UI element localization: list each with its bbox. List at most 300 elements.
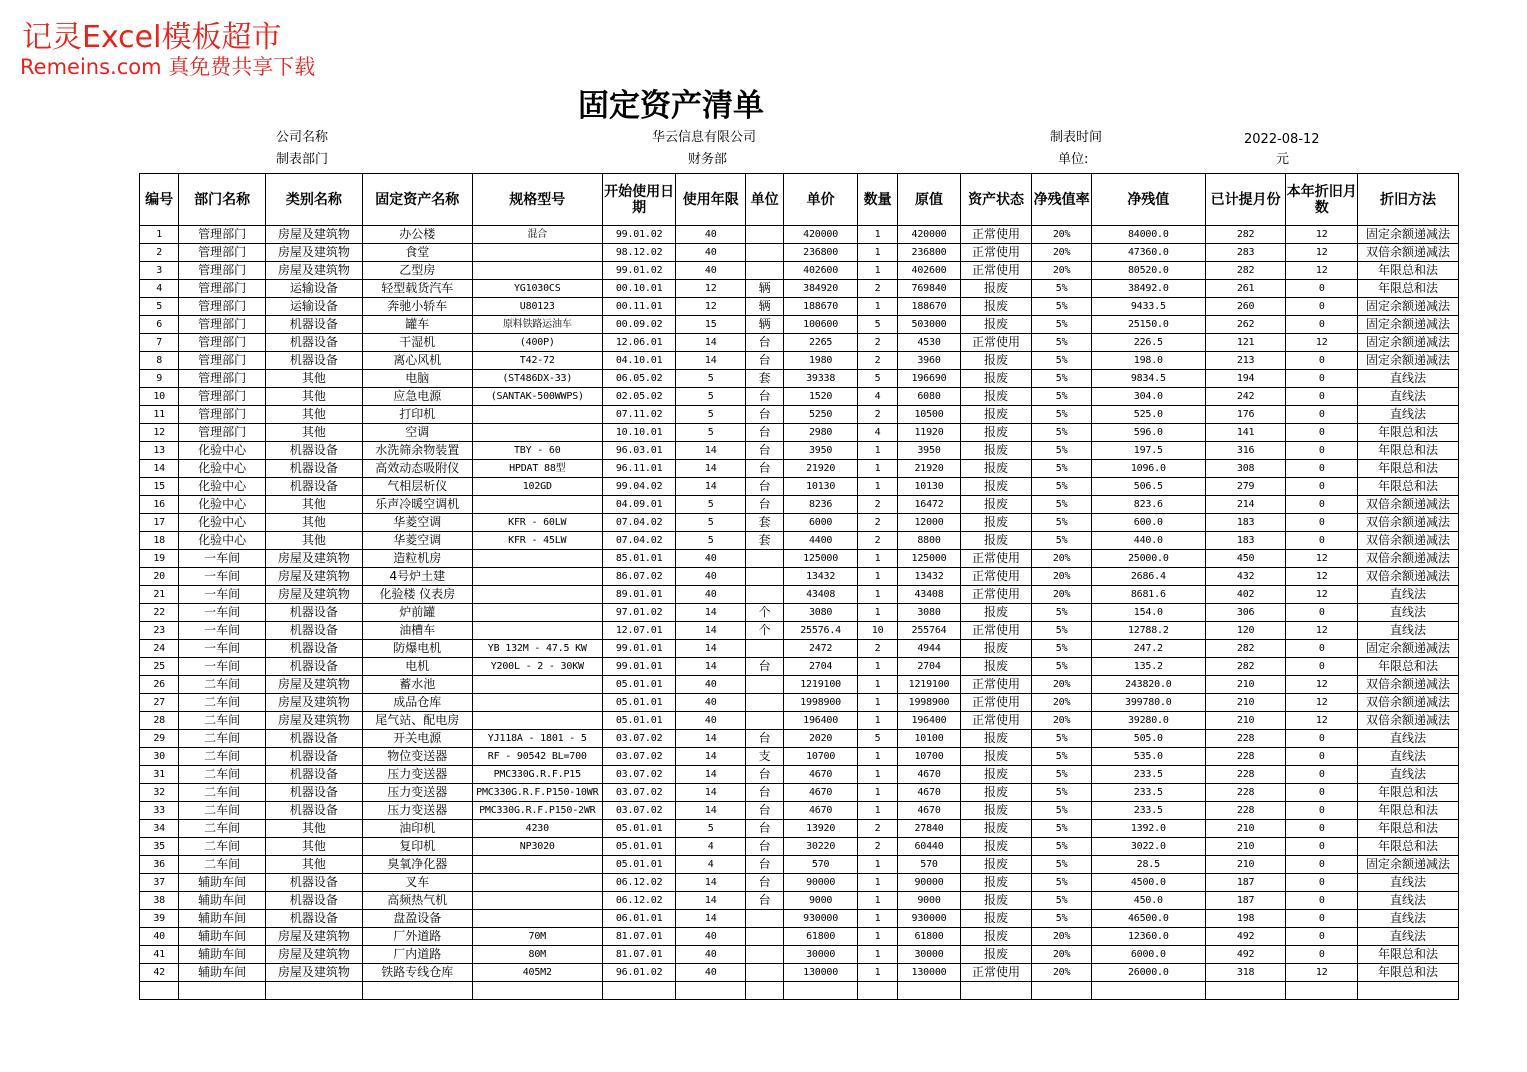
cell-unit: 个 <box>746 604 784 622</box>
cell-spec: PMC330G.R.F.P15 <box>472 766 602 784</box>
cell-unit: 台 <box>746 352 784 370</box>
cell-months-this-year: 0 <box>1286 892 1358 910</box>
cell-category: 机器设备 <box>266 892 363 910</box>
cell-id: 35 <box>140 838 179 856</box>
cell-original-value: 4670 <box>898 784 961 802</box>
cell-unit <box>746 226 784 244</box>
cell-service-years: 14 <box>676 730 746 748</box>
cell-spec <box>472 676 602 694</box>
date-label: 制表时间 <box>1050 130 1103 145</box>
cell-department: 二车间 <box>179 820 266 838</box>
cell-spec: T42-72 <box>472 352 602 370</box>
cell-department: 一车间 <box>179 658 266 676</box>
cell-asset-name: 轻型载货汽车 <box>362 280 472 298</box>
table-row <box>140 640 1459 658</box>
cell-depreciation-method: 直线法 <box>1358 388 1459 406</box>
cell-original-value <box>898 982 961 1000</box>
header-col-unit-price: 单价 <box>784 174 858 226</box>
cell-id: 19 <box>140 550 179 568</box>
cell-id: 6 <box>140 316 179 334</box>
cell-residual-value: 535.0 <box>1091 748 1205 766</box>
cell-residual-value: 80520.0 <box>1091 262 1205 280</box>
cell-quantity: 1 <box>857 802 897 820</box>
cell-spec <box>472 496 602 514</box>
cell-depreciation-method: 双倍余额递减法 <box>1358 712 1459 730</box>
cell-depreciation-method: 双倍余额递减法 <box>1358 676 1459 694</box>
cell-start-date <box>602 982 676 1000</box>
cell-id: 39 <box>140 910 179 928</box>
cell-service-years: 14 <box>676 658 746 676</box>
cell-asset-name: 食堂 <box>362 244 472 262</box>
cell-months-accrued: 194 <box>1205 370 1286 388</box>
cell-residual-value: 9834.5 <box>1091 370 1205 388</box>
table-row <box>140 388 1459 406</box>
cell-category: 机器设备 <box>266 766 363 784</box>
cell-id: 37 <box>140 874 179 892</box>
cell-quantity: 4 <box>857 424 897 442</box>
cell-unit: 台 <box>746 856 784 874</box>
cell-depreciation-method: 年限总和法 <box>1358 838 1459 856</box>
cell-months-accrued: 306 <box>1205 604 1286 622</box>
cell-depreciation-method: 直线法 <box>1358 892 1459 910</box>
cell-category: 机器设备 <box>266 604 363 622</box>
cell-unit: 台 <box>746 442 784 460</box>
cell-depreciation-method: 直线法 <box>1358 622 1459 640</box>
cell-status: 报废 <box>960 388 1032 406</box>
cell-category: 房屋及建筑物 <box>266 262 363 280</box>
cell-start-date: 06.12.02 <box>602 892 676 910</box>
cell-unit: 台 <box>746 424 784 442</box>
cell-start-date: 06.01.01 <box>602 910 676 928</box>
cell-status: 报废 <box>960 766 1032 784</box>
cell-department: 一车间 <box>179 568 266 586</box>
cell-start-date: 86.07.02 <box>602 568 676 586</box>
cell-original-value: 16472 <box>898 496 961 514</box>
cell-quantity: 1 <box>857 442 897 460</box>
cell-unit-price: 2704 <box>784 658 858 676</box>
cell-unit <box>746 694 784 712</box>
cell-id: 25 <box>140 658 179 676</box>
cell-months-this-year: 0 <box>1286 946 1358 964</box>
cell-department: 管理部门 <box>179 424 266 442</box>
cell-unit-price <box>784 982 858 1000</box>
cell-months-this-year: 0 <box>1286 928 1358 946</box>
cell-department: 二车间 <box>179 856 266 874</box>
cell-category: 机器设备 <box>266 658 363 676</box>
cell-months-this-year: 12 <box>1286 262 1358 280</box>
cell-months-this-year: 0 <box>1286 514 1358 532</box>
cell-service-years: 40 <box>676 694 746 712</box>
cell-months-this-year: 0 <box>1286 424 1358 442</box>
cell-category <box>266 982 363 1000</box>
cell-spec <box>472 604 602 622</box>
cell-category: 机器设备 <box>266 442 363 460</box>
cell-months-this-year: 12 <box>1286 622 1358 640</box>
cell-unit-price: 43408 <box>784 586 858 604</box>
cell-residual-value: 600.0 <box>1091 514 1205 532</box>
cell-status: 正常使用 <box>960 694 1032 712</box>
cell-spec: YJ118A - 1801 - 5 <box>472 730 602 748</box>
cell-months-accrued: 187 <box>1205 892 1286 910</box>
cell-category: 机器设备 <box>266 352 363 370</box>
cell-unit-price: 2020 <box>784 730 858 748</box>
cell-residual-value: 3022.0 <box>1091 838 1205 856</box>
cell-id: 31 <box>140 766 179 784</box>
cell-original-value: 43408 <box>898 586 961 604</box>
cell-unit: 台 <box>746 334 784 352</box>
cell-residual-rate: 5% <box>1032 802 1091 820</box>
cell-id <box>140 982 179 1000</box>
cell-unit-price: 100600 <box>784 316 858 334</box>
cell-residual-rate: 20% <box>1032 964 1091 982</box>
cell-asset-name: 乙型房 <box>362 262 472 280</box>
table-row <box>140 838 1459 856</box>
cell-start-date: 96.03.01 <box>602 442 676 460</box>
cell-quantity: 1 <box>857 964 897 982</box>
cell-spec: 405M2 <box>472 964 602 982</box>
cell-original-value: 13432 <box>898 568 961 586</box>
cell-residual-rate: 5% <box>1032 892 1091 910</box>
cell-months-this-year: 0 <box>1286 874 1358 892</box>
cell-category: 机器设备 <box>266 640 363 658</box>
cell-asset-name: 臭氧净化器 <box>362 856 472 874</box>
cell-spec <box>472 406 602 424</box>
cell-asset-name: 罐车 <box>362 316 472 334</box>
cell-unit: 台 <box>746 658 784 676</box>
cell-residual-value: 26000.0 <box>1091 964 1205 982</box>
cell-asset-name: 压力变送器 <box>362 766 472 784</box>
cell-start-date: 12.07.01 <box>602 622 676 640</box>
cell-asset-name: 华菱空调 <box>362 532 472 550</box>
cell-original-value: 125000 <box>898 550 961 568</box>
cell-unit-price: 188670 <box>784 298 858 316</box>
cell-start-date: 89.01.01 <box>602 586 676 604</box>
cell-quantity: 1 <box>857 748 897 766</box>
table-row <box>140 244 1459 262</box>
cell-residual-value: 46500.0 <box>1091 910 1205 928</box>
cell-original-value: 2704 <box>898 658 961 676</box>
cell-residual-value: 596.0 <box>1091 424 1205 442</box>
cell-start-date: 03.07.02 <box>602 766 676 784</box>
cell-category: 机器设备 <box>266 316 363 334</box>
cell-unit: 台 <box>746 820 784 838</box>
cell-original-value: 12000 <box>898 514 961 532</box>
cell-department: 管理部门 <box>179 280 266 298</box>
cell-residual-rate: 20% <box>1032 262 1091 280</box>
cell-months-accrued: 187 <box>1205 874 1286 892</box>
cell-months-this-year: 0 <box>1286 640 1358 658</box>
cell-residual-rate: 5% <box>1032 406 1091 424</box>
cell-id: 20 <box>140 568 179 586</box>
cell-asset-name: 干湿机 <box>362 334 472 352</box>
header-col-residual-value: 净残值 <box>1091 174 1205 226</box>
cell-asset-name: 复印机 <box>362 838 472 856</box>
cell-service-years: 5 <box>676 406 746 424</box>
cell-depreciation-method: 固定余额递减法 <box>1358 640 1459 658</box>
cell-months-accrued: 283 <box>1205 244 1286 262</box>
cell-residual-value: 247.2 <box>1091 640 1205 658</box>
cell-department: 化验中心 <box>179 460 266 478</box>
cell-quantity: 2 <box>857 514 897 532</box>
cell-depreciation-method: 双倍余额递减法 <box>1358 694 1459 712</box>
cell-department: 辅助车间 <box>179 964 266 982</box>
cell-residual-rate: 20% <box>1032 676 1091 694</box>
cell-original-value: 10700 <box>898 748 961 766</box>
cell-months-accrued: 228 <box>1205 802 1286 820</box>
cell-spec: PMC330G.R.F.P150-2WR <box>472 802 602 820</box>
cell-id: 36 <box>140 856 179 874</box>
cell-original-value: 420000 <box>898 226 961 244</box>
cell-original-value: 21920 <box>898 460 961 478</box>
table-row <box>140 694 1459 712</box>
cell-service-years: 5 <box>676 820 746 838</box>
header-col-quantity: 数量 <box>857 174 897 226</box>
cell-quantity: 1 <box>857 784 897 802</box>
table-body <box>140 226 1459 1000</box>
cell-original-value: 10500 <box>898 406 961 424</box>
cell-category: 房屋及建筑物 <box>266 712 363 730</box>
cell-service-years: 15 <box>676 316 746 334</box>
cell-department: 化验中心 <box>179 532 266 550</box>
cell-service-years: 40 <box>676 928 746 946</box>
cell-status: 报废 <box>960 748 1032 766</box>
cell-residual-rate: 20% <box>1032 244 1091 262</box>
table-row <box>140 370 1459 388</box>
cell-depreciation-method: 年限总和法 <box>1358 964 1459 982</box>
cell-months-this-year: 0 <box>1286 856 1358 874</box>
cell-spec <box>472 622 602 640</box>
cell-depreciation-method: 年限总和法 <box>1358 784 1459 802</box>
cell-original-value: 6080 <box>898 388 961 406</box>
cell-spec: KFR - 45LW <box>472 532 602 550</box>
header-col-spec: 规格型号 <box>472 174 602 226</box>
cell-months-accrued: 262 <box>1205 316 1286 334</box>
cell-months-accrued <box>1205 982 1286 1000</box>
cell-start-date: 99.01.01 <box>602 640 676 658</box>
cell-depreciation-method: 直线法 <box>1358 928 1459 946</box>
cell-months-accrued: 282 <box>1205 658 1286 676</box>
table-row <box>140 586 1459 604</box>
cell-residual-rate: 5% <box>1032 730 1091 748</box>
cell-service-years: 12 <box>676 280 746 298</box>
cell-unit: 台 <box>746 730 784 748</box>
cell-service-years: 14 <box>676 460 746 478</box>
cell-months-accrued: 402 <box>1205 586 1286 604</box>
cell-unit-price: 39338 <box>784 370 858 388</box>
cell-start-date: 05.01.01 <box>602 856 676 874</box>
cell-start-date: 99.01.02 <box>602 226 676 244</box>
cell-status: 报废 <box>960 892 1032 910</box>
cell-status: 报废 <box>960 730 1032 748</box>
cell-asset-name: 华菱空调 <box>362 514 472 532</box>
cell-service-years: 40 <box>676 676 746 694</box>
cell-category: 房屋及建筑物 <box>266 946 363 964</box>
cell-department: 辅助车间 <box>179 910 266 928</box>
cell-start-date: 05.01.01 <box>602 712 676 730</box>
cell-residual-rate: 5% <box>1032 478 1091 496</box>
cell-id: 22 <box>140 604 179 622</box>
cell-residual-value: 226.5 <box>1091 334 1205 352</box>
cell-unit <box>746 712 784 730</box>
cell-unit-price: 13432 <box>784 568 858 586</box>
cell-unit-price: 30000 <box>784 946 858 964</box>
cell-service-years: 5 <box>676 370 746 388</box>
cell-unit <box>746 550 784 568</box>
table-row <box>140 910 1459 928</box>
cell-original-value: 3950 <box>898 442 961 460</box>
cell-status: 正常使用 <box>960 226 1032 244</box>
cell-status: 正常使用 <box>960 568 1032 586</box>
header-col-asset-name: 固定资产名称 <box>362 174 472 226</box>
cell-residual-value: 506.5 <box>1091 478 1205 496</box>
cell-depreciation-method: 直线法 <box>1358 766 1459 784</box>
cell-unit: 台 <box>746 496 784 514</box>
cell-months-this-year: 0 <box>1286 352 1358 370</box>
cell-id: 34 <box>140 820 179 838</box>
company-label: 公司名称 <box>276 130 329 145</box>
cell-service-years: 5 <box>676 388 746 406</box>
cell-id: 1 <box>140 226 179 244</box>
company-value: 华云信息有限公司 <box>652 130 757 145</box>
header-col-unit: 单位 <box>746 174 784 226</box>
cell-asset-name: 压力变送器 <box>362 802 472 820</box>
cell-unit: 辆 <box>746 316 784 334</box>
cell-residual-rate: 5% <box>1032 766 1091 784</box>
cell-category: 机器设备 <box>266 784 363 802</box>
cell-residual-rate: 5% <box>1032 280 1091 298</box>
cell-status: 报废 <box>960 424 1032 442</box>
cell-category: 机器设备 <box>266 748 363 766</box>
cell-residual-value: 233.5 <box>1091 784 1205 802</box>
cell-asset-name: 炉前罐 <box>362 604 472 622</box>
cell-depreciation-method: 固定余额递减法 <box>1358 316 1459 334</box>
table-row <box>140 604 1459 622</box>
cell-department: 辅助车间 <box>179 892 266 910</box>
cell-category: 机器设备 <box>266 874 363 892</box>
cell-depreciation-method: 双倍余额递减法 <box>1358 532 1459 550</box>
header-col-residual-rate: 净残值率 <box>1032 174 1091 226</box>
cell-id: 7 <box>140 334 179 352</box>
cell-id: 42 <box>140 964 179 982</box>
cell-unit-price: 3080 <box>784 604 858 622</box>
cell-depreciation-method: 固定余额递减法 <box>1358 352 1459 370</box>
cell-residual-rate: 5% <box>1032 820 1091 838</box>
cell-months-accrued: 492 <box>1205 946 1286 964</box>
cell-service-years: 5 <box>676 496 746 514</box>
cell-original-value: 61800 <box>898 928 961 946</box>
cell-department: 管理部门 <box>179 388 266 406</box>
cell-department: 二车间 <box>179 730 266 748</box>
cell-residual-rate: 5% <box>1032 334 1091 352</box>
table-row <box>140 532 1459 550</box>
cell-months-accrued: 450 <box>1205 550 1286 568</box>
cell-depreciation-method: 直线法 <box>1358 604 1459 622</box>
cell-service-years: 40 <box>676 946 746 964</box>
cell-quantity: 1 <box>857 910 897 928</box>
table-row <box>140 316 1459 334</box>
cell-department: 管理部门 <box>179 316 266 334</box>
cell-residual-rate: 5% <box>1032 496 1091 514</box>
cell-start-date: 81.07.01 <box>602 928 676 946</box>
cell-original-value: 10100 <box>898 730 961 748</box>
cell-quantity: 1 <box>857 550 897 568</box>
cell-quantity: 2 <box>857 352 897 370</box>
cell-status: 报废 <box>960 442 1032 460</box>
cell-status: 报废 <box>960 856 1032 874</box>
cell-status: 正常使用 <box>960 244 1032 262</box>
cell-residual-value: 12788.2 <box>1091 622 1205 640</box>
cell-service-years: 40 <box>676 226 746 244</box>
cell-quantity: 1 <box>857 604 897 622</box>
cell-depreciation-method: 双倍余额递减法 <box>1358 568 1459 586</box>
cell-department: 二车间 <box>179 694 266 712</box>
cell-unit: 台 <box>746 784 784 802</box>
cell-residual-rate: 5% <box>1032 388 1091 406</box>
cell-asset-name: 气相层析仪 <box>362 478 472 496</box>
cell-residual-value: 304.0 <box>1091 388 1205 406</box>
cell-months-accrued: 282 <box>1205 640 1286 658</box>
cell-asset-name: 油槽车 <box>362 622 472 640</box>
cell-asset-name <box>362 982 472 1000</box>
cell-spec <box>472 568 602 586</box>
cell-category: 机器设备 <box>266 334 363 352</box>
cell-spec: NP3020 <box>472 838 602 856</box>
header-col-depreciation-method: 折旧方法 <box>1358 174 1459 226</box>
cell-unit-price: 90000 <box>784 874 858 892</box>
cell-department: 辅助车间 <box>179 874 266 892</box>
cell-months-this-year: 0 <box>1286 766 1358 784</box>
cell-start-date: 05.01.01 <box>602 838 676 856</box>
cell-residual-rate: 5% <box>1032 784 1091 802</box>
cell-months-this-year: 0 <box>1286 532 1358 550</box>
cell-start-date: 06.05.02 <box>602 370 676 388</box>
table-row <box>140 712 1459 730</box>
cell-category: 其他 <box>266 532 363 550</box>
cell-months-accrued: 432 <box>1205 568 1286 586</box>
cell-start-date: 99.01.01 <box>602 658 676 676</box>
cell-months-this-year: 12 <box>1286 244 1358 262</box>
cell-service-years: 40 <box>676 964 746 982</box>
cell-months-this-year: 12 <box>1286 586 1358 604</box>
cell-id: 40 <box>140 928 179 946</box>
cell-months-accrued: 228 <box>1205 784 1286 802</box>
cell-depreciation-method: 双倍余额递减法 <box>1358 514 1459 532</box>
cell-quantity: 1 <box>857 244 897 262</box>
cell-asset-name: 4号炉土建 <box>362 568 472 586</box>
cell-months-this-year: 0 <box>1286 316 1358 334</box>
cell-status: 正常使用 <box>960 262 1032 280</box>
cell-unit <box>746 568 784 586</box>
cell-unit-price: 930000 <box>784 910 858 928</box>
cell-depreciation-method <box>1358 982 1459 1000</box>
table-row <box>140 478 1459 496</box>
page-title: 固定资产清单 <box>578 88 764 124</box>
cell-residual-value: 198.0 <box>1091 352 1205 370</box>
table-row <box>140 928 1459 946</box>
cell-months-accrued: 282 <box>1205 226 1286 244</box>
cell-months-this-year <box>1286 982 1358 1000</box>
cell-months-this-year: 0 <box>1286 820 1358 838</box>
cell-category: 房屋及建筑物 <box>266 964 363 982</box>
cell-months-accrued: 198 <box>1205 910 1286 928</box>
cell-quantity: 1 <box>857 712 897 730</box>
cell-department: 管理部门 <box>179 370 266 388</box>
cell-quantity: 1 <box>857 856 897 874</box>
cell-spec <box>472 910 602 928</box>
cell-service-years: 14 <box>676 604 746 622</box>
cell-category: 其他 <box>266 388 363 406</box>
cell-asset-name: 高频热气机 <box>362 892 472 910</box>
